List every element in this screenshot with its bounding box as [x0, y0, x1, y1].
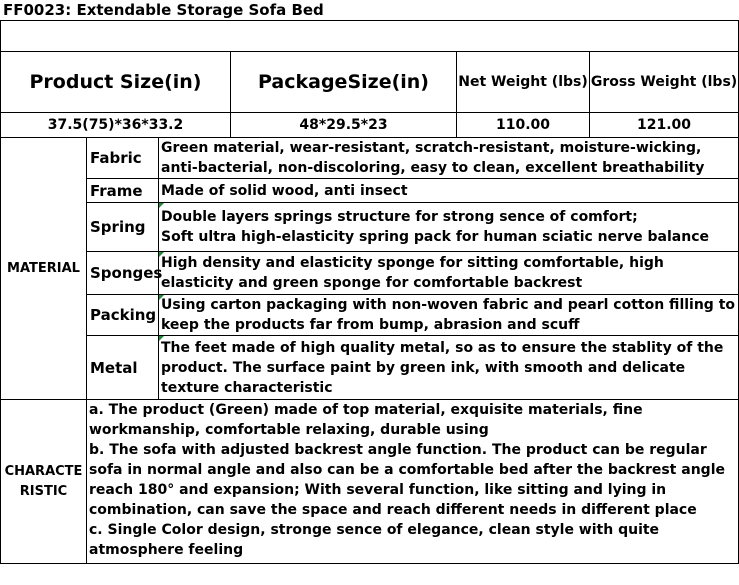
document-title: FF0023: Extendable Storage Sofa Bed	[3, 1, 324, 19]
product-spec-table	[0, 20, 739, 564]
material-name-packing: Packing	[87, 295, 159, 336]
value-gross-weight: 121.00	[590, 113, 739, 138]
material-name-sponges: Sponges	[87, 252, 159, 295]
material-name-fabric: Fabric	[87, 138, 159, 179]
material-desc-spring: Double layers springs structure for strong sence of comfort; Soft ultra high-elasticity spring pack for human sciatic nerve balance	[159, 203, 739, 252]
material-name-metal: Metal	[87, 336, 159, 400]
material-label: MATERIAL	[1, 138, 87, 400]
characteristic-label: CHARACTE RISTIC	[1, 400, 87, 564]
material-name-spring: Spring	[87, 203, 159, 252]
material-desc-metal: The feet made of high quality metal, so as to ensure the stablity of the product. The surface paint by green ink, with smooth and delicate texture characteristic	[159, 336, 739, 400]
value-net-weight: 110.00	[457, 113, 590, 138]
material-name-frame: Frame	[87, 179, 159, 203]
material-desc-frame: Made of solid wood, anti insect	[159, 179, 739, 203]
blank-row	[1, 21, 739, 52]
header-gross-weight: Gross Weight (lbs)	[590, 52, 739, 113]
characteristic-text: a. The product (Green) made of top material, exquisite materials, fine workmanship, comfortable relaxing, durable using b. The sofa with adjusted backrest angle function. The product can be regular sofa in normal angle and also can be a comfortable bed after the backrest angle reach 180° and expansion; With several function, like sitting and lying in combination, can save the space and reach different needs in different place c. Single Color design, stronge sence of elegance, clean style with quite atmosphere feeling	[87, 400, 739, 564]
material-desc-fabric: Green material, wear-resistant, scratch-resistant, moisture-wicking, anti-bacterial, non-discoloring, easy to clean, excellent breathability	[159, 138, 739, 179]
header-package-size: PackageSize(in)	[231, 52, 457, 113]
value-package-size: 48*29.5*23	[231, 113, 457, 138]
material-desc-sponges: High density and elasticity sponge for sitting comfortable, high elasticity and green sponge for comfortable backrest	[159, 252, 739, 295]
header-net-weight: Net Weight (lbs)	[457, 52, 590, 113]
value-product-size: 37.5(75)*36*33.2	[1, 113, 231, 138]
header-product-size: Product Size(in)	[1, 52, 231, 113]
material-desc-packing: Using carton packaging with non-woven fabric and pearl cotton filling to keep the products far from bump, abrasion and scuff	[159, 295, 739, 336]
